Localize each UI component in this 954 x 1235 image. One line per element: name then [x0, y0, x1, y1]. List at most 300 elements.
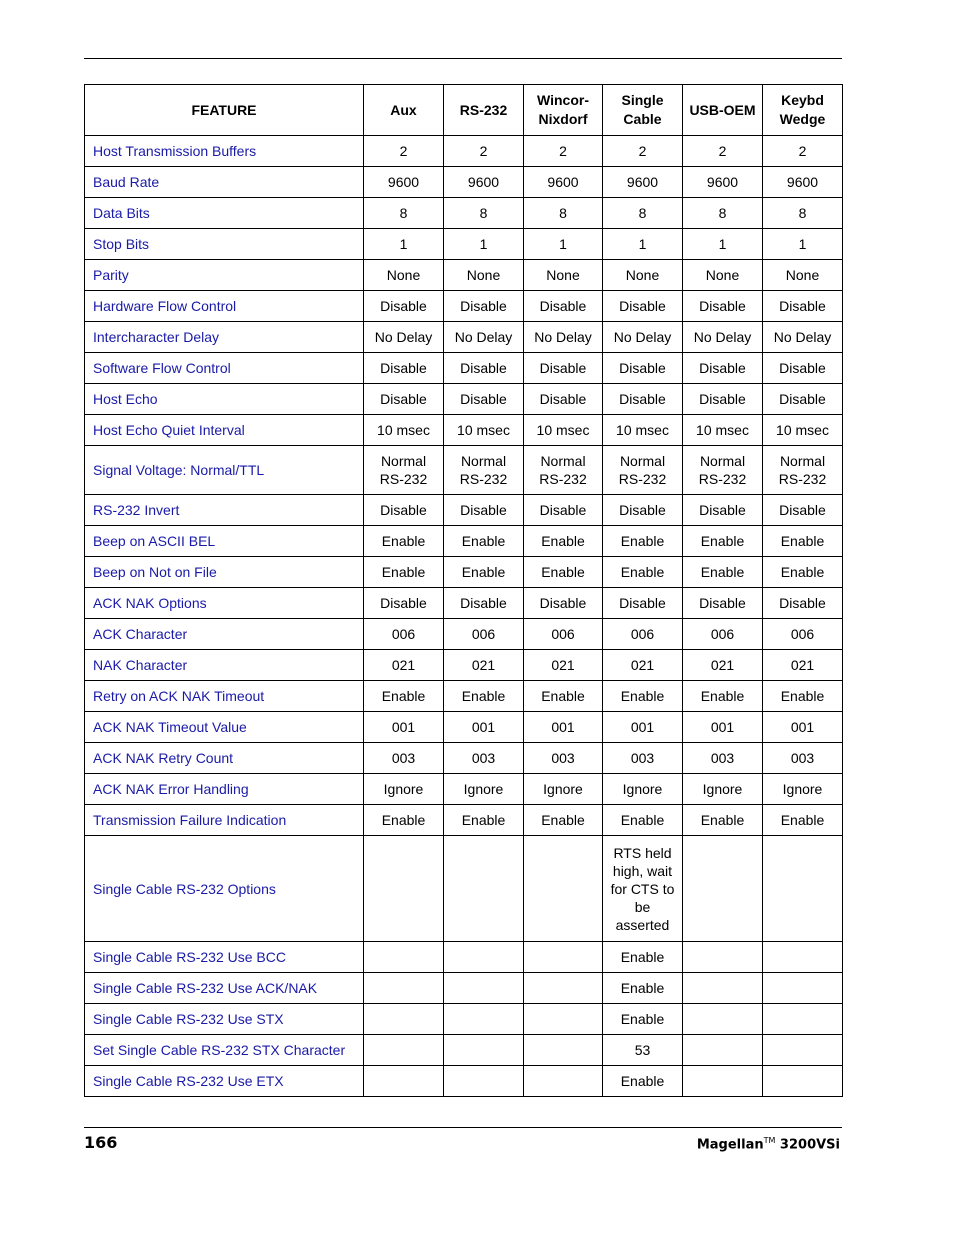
feature-link[interactable]: Host Transmission Buffers — [85, 136, 364, 167]
value-cell — [524, 1066, 603, 1097]
value-cell — [603, 942, 683, 973]
value-cell — [364, 526, 444, 557]
feature-link[interactable]: Hardware Flow Control — [85, 291, 364, 322]
cell-value: Disable — [380, 595, 427, 611]
cell-value: 001 — [710, 719, 735, 735]
value-cell — [524, 229, 603, 260]
value-cell — [683, 1004, 763, 1035]
cell-value: Ignore — [383, 781, 424, 797]
value-cell — [364, 619, 444, 650]
value-cell — [524, 291, 603, 322]
value-cell — [364, 1004, 444, 1035]
value-cell — [683, 942, 763, 973]
header-rule — [84, 58, 842, 59]
value-cell — [444, 973, 524, 1004]
product-model: 3200VSi — [775, 1137, 840, 1153]
value-cell — [364, 681, 444, 712]
value-cell — [444, 557, 524, 588]
value-cell — [683, 353, 763, 384]
cell-value: 006 — [551, 626, 575, 642]
value-cell — [603, 1004, 683, 1035]
value-cell — [524, 650, 603, 681]
table-row — [85, 322, 843, 353]
value-cell — [683, 384, 763, 415]
cell-value: Disable — [539, 298, 587, 314]
table-row — [85, 1066, 843, 1097]
value-cell — [444, 415, 524, 446]
table-row — [85, 973, 843, 1004]
value-cell — [444, 743, 524, 774]
cell-value: Enable — [541, 564, 585, 580]
cell-value: Enable — [620, 1073, 665, 1089]
value-cell — [763, 619, 843, 650]
cell-value: Enable — [620, 564, 665, 580]
value-cell — [364, 415, 444, 446]
value-cell — [683, 619, 763, 650]
cell-value: Enable — [620, 812, 665, 828]
value-cell — [763, 836, 843, 942]
feature-link[interactable]: Host Echo Quiet Interval — [85, 415, 364, 446]
cell-value: 001 — [790, 719, 815, 735]
value-cell — [364, 1035, 444, 1066]
value-cell — [683, 805, 763, 836]
cell-value: 006 — [630, 626, 655, 642]
cell-value: 10 msec — [696, 422, 749, 438]
value-cell — [444, 136, 524, 167]
cell-value: Disable — [779, 360, 826, 376]
value-cell — [524, 384, 603, 415]
feature-link[interactable]: Data Bits — [85, 198, 364, 229]
cell-value: Disable — [380, 502, 427, 518]
cell-value: 003 — [471, 750, 496, 766]
value-cell — [683, 198, 763, 229]
value-cell — [603, 495, 683, 526]
feature-link[interactable]: ACK Character — [85, 619, 364, 650]
value-cell — [683, 836, 763, 942]
table-row — [85, 198, 843, 229]
feature-link[interactable]: Single Cable RS-232 Use ETX — [85, 1066, 364, 1097]
value-cell — [683, 712, 763, 743]
column-header-single-cable: Single Cable — [603, 85, 683, 136]
value-cell — [444, 353, 524, 384]
value-cell — [444, 526, 524, 557]
cell-value: 8 — [399, 205, 408, 221]
value-cell — [763, 322, 843, 353]
cell-value: 2 — [399, 143, 408, 159]
value-cell — [364, 322, 444, 353]
value-cell — [524, 712, 603, 743]
value-cell — [524, 446, 603, 495]
cell-value: 003 — [790, 750, 815, 766]
table-row — [85, 136, 843, 167]
feature-link[interactable]: Beep on Not on File — [85, 557, 364, 588]
feature-link[interactable]: Intercharacter Delay — [85, 322, 364, 353]
cell-value: Disable — [539, 502, 587, 518]
value-cell — [444, 198, 524, 229]
value-cell — [763, 743, 843, 774]
table-row — [85, 557, 843, 588]
cell-value: Disable — [380, 391, 427, 407]
value-cell — [524, 167, 603, 198]
value-cell — [763, 495, 843, 526]
value-cell — [524, 942, 603, 973]
value-cell — [603, 353, 683, 384]
value-cell — [364, 588, 444, 619]
value-cell — [444, 260, 524, 291]
value-cell — [364, 198, 444, 229]
feature-link[interactable]: Set Single Cable RS-232 STX Character — [85, 1035, 364, 1066]
cell-value: 9600 — [547, 174, 579, 190]
cell-value: None — [785, 267, 820, 283]
value-cell — [763, 1004, 843, 1035]
table-row — [85, 836, 843, 942]
cell-value: Enable — [700, 688, 745, 704]
cell-value: 1 — [798, 236, 807, 252]
cell-value: 8 — [479, 205, 488, 221]
value-cell — [364, 973, 444, 1004]
value-cell — [524, 836, 603, 942]
feature-link[interactable]: Transmission Failure Indication — [85, 805, 364, 836]
cell-value: Normal RS-232 — [698, 453, 747, 487]
page-number: 166 — [84, 1133, 118, 1152]
cell-value: Enable — [780, 812, 825, 828]
cell-value: None — [705, 267, 740, 283]
cell-value: Disable — [699, 298, 746, 314]
value-cell — [444, 229, 524, 260]
cell-value: 10 msec — [616, 422, 669, 438]
value-cell — [603, 136, 683, 167]
value-cell — [763, 415, 843, 446]
cell-value: Normal RS-232 — [379, 453, 428, 487]
column-header-feature: FEATURE — [85, 85, 364, 136]
cell-value: No Delay — [374, 329, 433, 345]
cell-value: 8 — [718, 205, 727, 221]
cell-value: No Delay — [454, 329, 513, 345]
feature-link[interactable]: NAK Character — [85, 650, 364, 681]
value-cell — [444, 291, 524, 322]
cell-value: Disable — [460, 360, 507, 376]
cell-value: Disable — [619, 391, 666, 407]
value-cell — [524, 774, 603, 805]
cell-value: Enable — [381, 688, 426, 704]
value-cell — [524, 619, 603, 650]
value-cell — [524, 260, 603, 291]
value-cell — [603, 384, 683, 415]
value-cell — [524, 557, 603, 588]
cell-value: 10 msec — [377, 422, 430, 438]
cell-value: 8 — [638, 205, 647, 221]
value-cell — [763, 446, 843, 495]
cell-value: 2 — [559, 143, 567, 159]
interface-defaults-table — [84, 84, 843, 1097]
feature-link[interactable]: Single Cable RS-232 Use ACK/NAK — [85, 973, 364, 1004]
feature-link[interactable]: Stop Bits — [85, 229, 364, 260]
value-cell — [524, 353, 603, 384]
value-cell — [524, 1004, 603, 1035]
cell-value: 2 — [479, 143, 488, 159]
value-cell — [364, 136, 444, 167]
table-body — [85, 136, 843, 1097]
value-cell — [763, 588, 843, 619]
cell-value: 2 — [798, 143, 807, 159]
cell-value: 021 — [790, 657, 815, 673]
value-cell — [603, 805, 683, 836]
cell-value: Disable — [619, 595, 666, 611]
value-cell — [683, 1066, 763, 1097]
cell-value: 1 — [399, 236, 408, 252]
cell-value: Enable — [620, 533, 665, 549]
table-row — [85, 415, 843, 446]
cell-value: Normal RS-232 — [778, 453, 827, 487]
value-cell — [364, 1066, 444, 1097]
cell-value: Enable — [461, 564, 506, 580]
table-row — [85, 681, 843, 712]
cell-value: 006 — [790, 626, 815, 642]
feature-link[interactable]: ACK NAK Timeout Value — [85, 712, 364, 743]
value-cell — [603, 836, 683, 942]
cell-value: Enable — [620, 949, 665, 965]
cell-value: Disable — [619, 298, 666, 314]
value-cell — [683, 291, 763, 322]
value-cell — [444, 1004, 524, 1035]
cell-value: Enable — [541, 688, 585, 704]
column-header-usb-oem: USB-OEM — [683, 85, 763, 136]
cell-value: Disable — [539, 595, 587, 611]
cell-value: Disable — [699, 360, 746, 376]
value-cell — [603, 588, 683, 619]
cell-value: 9600 — [387, 174, 420, 190]
cell-value: 1 — [638, 236, 647, 252]
value-cell — [364, 353, 444, 384]
table-row — [85, 495, 843, 526]
feature-link[interactable]: Beep on ASCII BEL — [85, 526, 364, 557]
value-cell — [364, 774, 444, 805]
value-cell — [444, 681, 524, 712]
cell-value: 9600 — [706, 174, 739, 190]
cell-value: 8 — [559, 205, 567, 221]
cell-value: Ignore — [622, 781, 663, 797]
value-cell — [683, 588, 763, 619]
value-cell — [603, 712, 683, 743]
cell-value: Enable — [541, 533, 585, 549]
feature-link[interactable]: ACK NAK Options — [85, 588, 364, 619]
cell-value: Enable — [541, 812, 585, 828]
cell-value: None — [546, 267, 580, 283]
column-header-rs232: RS-232 — [444, 85, 524, 136]
feature-link[interactable]: ACK NAK Retry Count — [85, 743, 364, 774]
value-cell — [524, 198, 603, 229]
cell-value: Enable — [381, 533, 426, 549]
value-cell — [763, 942, 843, 973]
table-row — [85, 619, 843, 650]
table-row — [85, 942, 843, 973]
value-cell — [524, 322, 603, 353]
value-cell — [603, 681, 683, 712]
value-cell — [763, 384, 843, 415]
column-header-wincor-nixdorf: Wincor- Nixdorf — [524, 85, 603, 136]
value-cell — [763, 167, 843, 198]
cell-value: Ignore — [463, 781, 504, 797]
product-brand: Magellan — [696, 1137, 764, 1153]
value-cell — [444, 167, 524, 198]
cell-value: No Delay — [613, 329, 672, 345]
cell-value: 10 msec — [536, 422, 590, 438]
cell-value: 001 — [471, 719, 496, 735]
feature-link[interactable]: Signal Voltage: Normal/TTL — [85, 446, 364, 495]
value-cell — [364, 836, 444, 942]
feature-link[interactable]: Single Cable RS-232 Use BCC — [85, 942, 364, 973]
cell-value: No Delay — [534, 329, 592, 345]
cell-value: Disable — [619, 502, 666, 518]
value-cell — [763, 526, 843, 557]
value-cell — [603, 229, 683, 260]
value-cell — [683, 322, 763, 353]
value-cell — [364, 495, 444, 526]
cell-value: Enable — [700, 533, 745, 549]
feature-link[interactable]: Retry on ACK NAK Timeout — [85, 681, 364, 712]
value-cell — [683, 415, 763, 446]
feature-link[interactable]: ACK NAK Error Handling — [85, 774, 364, 805]
value-cell — [364, 650, 444, 681]
trademark-mark: TM — [763, 1136, 776, 1145]
feature-link[interactable]: RS-232 Invert — [85, 495, 364, 526]
value-cell — [444, 495, 524, 526]
value-cell — [683, 526, 763, 557]
cell-value: 003 — [630, 750, 655, 766]
table-row — [85, 384, 843, 415]
value-cell — [444, 619, 524, 650]
cell-value: 003 — [710, 750, 735, 766]
cell-value: Disable — [460, 391, 507, 407]
value-cell — [444, 1035, 524, 1066]
value-cell — [683, 167, 763, 198]
cell-value: Enable — [620, 1011, 665, 1027]
value-cell — [524, 588, 603, 619]
cell-value: 003 — [551, 750, 575, 766]
value-cell — [444, 588, 524, 619]
value-cell — [444, 774, 524, 805]
cell-value: 006 — [471, 626, 496, 642]
cell-value: Enable — [780, 564, 825, 580]
cell-value: Ignore — [543, 781, 583, 797]
value-cell — [603, 167, 683, 198]
value-cell — [763, 1035, 843, 1066]
value-cell — [364, 557, 444, 588]
value-cell — [364, 229, 444, 260]
cell-value: 2 — [718, 143, 727, 159]
value-cell — [364, 291, 444, 322]
value-cell — [603, 1066, 683, 1097]
cell-value: Disable — [699, 391, 746, 407]
cell-value: Disable — [460, 595, 507, 611]
cell-value: Enable — [381, 812, 426, 828]
table-row — [85, 446, 843, 495]
cell-value: Ignore — [702, 781, 743, 797]
feature-link[interactable]: Single Cable RS-232 Options — [85, 836, 364, 942]
cell-value: 006 — [391, 626, 416, 642]
value-cell — [603, 415, 683, 446]
table-row — [85, 229, 843, 260]
value-cell — [524, 415, 603, 446]
table-row — [85, 743, 843, 774]
cell-value: 021 — [710, 657, 735, 673]
value-cell — [524, 495, 603, 526]
cell-value: 10 msec — [457, 422, 510, 438]
value-cell — [763, 229, 843, 260]
value-cell — [524, 136, 603, 167]
table-header-row — [85, 85, 843, 136]
value-cell — [683, 229, 763, 260]
value-cell — [763, 712, 843, 743]
value-cell — [763, 557, 843, 588]
value-cell — [524, 526, 603, 557]
cell-value: 9600 — [786, 174, 819, 190]
value-cell — [763, 973, 843, 1004]
value-cell — [603, 322, 683, 353]
cell-value: None — [386, 267, 421, 283]
value-cell — [683, 260, 763, 291]
value-cell — [763, 198, 843, 229]
feature-link[interactable]: Software Flow Control — [85, 353, 364, 384]
value-cell — [603, 557, 683, 588]
cell-value: Ignore — [782, 781, 823, 797]
cell-value: Enable — [461, 533, 506, 549]
cell-value: Disable — [460, 298, 507, 314]
value-cell — [364, 446, 444, 495]
table-row — [85, 260, 843, 291]
value-cell — [683, 446, 763, 495]
value-cell — [763, 1066, 843, 1097]
value-cell — [444, 712, 524, 743]
table-row — [85, 167, 843, 198]
value-cell — [364, 743, 444, 774]
value-cell — [763, 774, 843, 805]
value-cell — [444, 836, 524, 942]
table-row — [85, 526, 843, 557]
value-cell — [364, 167, 444, 198]
feature-link[interactable]: Baud Rate — [85, 167, 364, 198]
value-cell — [683, 681, 763, 712]
value-cell — [444, 322, 524, 353]
value-cell — [603, 973, 683, 1004]
cell-value: None — [466, 267, 501, 283]
cell-value: Enable — [620, 980, 665, 996]
feature-link[interactable]: Single Cable RS-232 Use STX — [85, 1004, 364, 1035]
cell-value: None — [625, 267, 660, 283]
value-cell — [683, 136, 763, 167]
value-cell — [364, 260, 444, 291]
value-cell — [524, 681, 603, 712]
cell-value: Disable — [699, 595, 746, 611]
cell-value: Disable — [779, 391, 826, 407]
feature-link[interactable]: Host Echo — [85, 384, 364, 415]
value-cell — [524, 1035, 603, 1066]
value-cell — [683, 743, 763, 774]
feature-link[interactable]: Parity — [85, 260, 364, 291]
value-cell — [603, 774, 683, 805]
value-cell — [763, 291, 843, 322]
cell-value: Disable — [380, 298, 427, 314]
cell-value: RTS held high, wait for CTS to be asserted — [610, 844, 675, 933]
product-name — [697, 1136, 840, 1152]
table-row — [85, 1004, 843, 1035]
cell-value: 10 msec — [776, 422, 829, 438]
cell-value: 021 — [630, 657, 655, 673]
cell-value: Disable — [779, 298, 826, 314]
table-row — [85, 353, 843, 384]
cell-value: 8 — [798, 205, 807, 221]
cell-value: Disable — [460, 502, 507, 518]
